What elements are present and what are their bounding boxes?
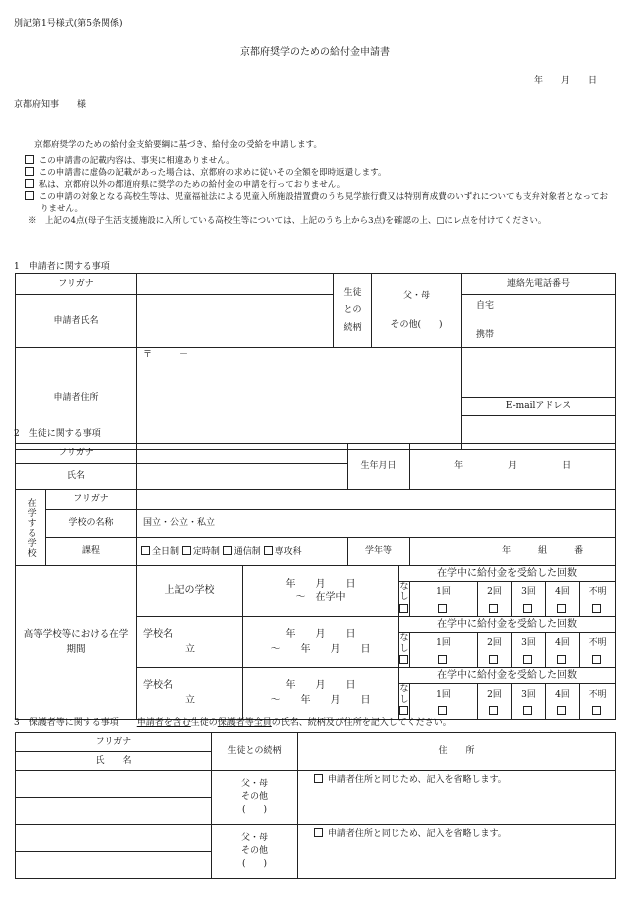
period1-dates[interactable]: 年 月 日 ～ 在学中 — [243, 566, 399, 617]
count-label: 2回 — [478, 684, 512, 705]
section3-heading: 3 保護者等に関する事項 申請者を含む生徒の保護者等全員の氏名、続柄及び住所を記入してください。 — [14, 718, 452, 728]
checkbox[interactable] — [592, 604, 601, 613]
school-furigana-input[interactable] — [137, 490, 616, 510]
checkbox[interactable] — [438, 706, 447, 715]
declaration-item: 私は、京都府以外の都道府県に奨学のための給付金の申請を行っておりません。 — [28, 179, 613, 191]
checkbox[interactable] — [592, 655, 601, 664]
checkbox[interactable] — [489, 706, 498, 715]
checkbox[interactable] — [399, 655, 408, 664]
guardian-address-label: 住 所 — [298, 733, 616, 771]
period-label: 高等学校等における在学期間 — [16, 566, 137, 720]
count-label: なし — [399, 633, 409, 654]
count-label: 1回 — [410, 633, 478, 654]
page-title: 京都府奨学のための給付金申請書 — [240, 47, 390, 58]
guardian-furigana-label: フリガナ — [16, 733, 212, 752]
count-label: 1回 — [410, 684, 478, 705]
guardian1-furigana-input[interactable] — [16, 771, 212, 798]
count-label: 不明 — [580, 582, 616, 603]
guardian2-relation[interactable]: 父・母 その他 ( ) — [212, 825, 298, 879]
count-label: 不明 — [580, 633, 616, 654]
checkbox[interactable] — [25, 155, 34, 164]
checkbox[interactable] — [264, 546, 273, 555]
email-cell[interactable]: E-mailアドレス — [462, 398, 616, 450]
date-line[interactable]: 年 月 日 — [534, 76, 598, 86]
checkbox[interactable] — [399, 706, 408, 715]
school-furigana-label: フリガナ — [46, 490, 137, 510]
checkbox[interactable] — [314, 828, 323, 837]
checkbox[interactable] — [25, 167, 34, 176]
checkbox[interactable] — [489, 604, 498, 613]
period3-dates[interactable]: 年 月 日 ～ 年 月 日 — [243, 668, 399, 719]
count-head: 在学中に給付金を受給した回数 — [399, 617, 616, 633]
phone-field[interactable]: 自宅 携帯 — [462, 295, 616, 348]
checkbox[interactable] — [523, 655, 532, 664]
intro-text: 京都府奨学のための給付金支給要綱に基づき、給付金の受給を申請します。 — [34, 140, 322, 150]
school-group-label: 在学する学校 — [16, 490, 46, 566]
student-table — [15, 443, 616, 720]
addressee: 京都府知事 様 — [14, 100, 87, 110]
phone-spacer — [462, 348, 616, 398]
checkbox[interactable] — [523, 604, 532, 613]
period2-school[interactable]: 学校名 立 — [137, 617, 243, 668]
section2-heading: 2 生徒に関する事項 — [14, 429, 101, 439]
student-name-label: 氏名 — [16, 464, 137, 490]
checkbox[interactable] — [399, 604, 408, 613]
checkbox[interactable] — [141, 546, 150, 555]
checkbox[interactable] — [523, 706, 532, 715]
form-label: 別記第1号様式(第5条関係) — [14, 19, 123, 29]
count-label: 3回 — [512, 582, 546, 603]
period2-dates[interactable]: 年 月 日 ～ 年 月 日 — [243, 617, 399, 668]
checkbox[interactable] — [557, 604, 566, 613]
student-name-input[interactable] — [137, 464, 348, 490]
count-label: なし — [399, 582, 409, 603]
birth-input[interactable]: 年 月 日 — [410, 444, 616, 490]
checkbox[interactable] — [592, 706, 601, 715]
school-name-input[interactable]: 国立・公立・私立 — [137, 510, 616, 538]
checkbox[interactable] — [223, 546, 232, 555]
guardian1-address[interactable]: 申請者住所と同じため、記入を省略します。 — [298, 771, 616, 825]
count-label: 4回 — [546, 684, 580, 705]
guardian-name-label: 氏 名 — [16, 752, 212, 771]
count-label: 3回 — [512, 684, 546, 705]
declaration-item: この申請書の記載内容は、事実に相違ありません。 — [28, 155, 613, 167]
furigana-input[interactable] — [137, 274, 334, 295]
checkbox[interactable] — [182, 546, 191, 555]
checkbox[interactable] — [489, 655, 498, 664]
section1-heading: 1 申請者に関する事項 — [14, 262, 110, 272]
count-label: 2回 — [478, 633, 512, 654]
checkbox[interactable] — [438, 604, 447, 613]
note: ※ 上記の4点(母子生活支援施設に入所している高校生等については、上記のうち上から3点)を確認の上、□にレ点を付けてください。 — [28, 216, 547, 226]
guardian2-furigana-input[interactable] — [16, 825, 212, 852]
period3-school[interactable]: 学校名 立 — [137, 668, 243, 719]
student-furigana-input[interactable] — [137, 444, 348, 464]
birth-label: 生年月日 — [348, 444, 410, 490]
guardian-relation-label: 生徒との続柄 — [212, 733, 298, 771]
furigana-label: フリガナ — [16, 274, 137, 295]
declaration-list — [28, 155, 613, 227]
phone-head: 連絡先電話番号 — [462, 274, 616, 295]
count-label: 1回 — [410, 582, 478, 603]
applicant-address-label: 申請者住所 — [16, 348, 137, 450]
applicant-address-input[interactable]: 〒 － — [137, 348, 462, 450]
course-options[interactable]: 全日制 定時制 通信制 専攻科 — [137, 538, 348, 566]
school-name-label: 学校の名称 — [46, 510, 137, 538]
applicant-name-label: 申請者氏名 — [16, 295, 137, 348]
guardian2-name-input[interactable] — [16, 852, 212, 879]
count-label: 不明 — [580, 684, 616, 705]
guardian1-relation[interactable]: 父・母 その他 ( ) — [212, 771, 298, 825]
guardian2-address[interactable]: 申請者住所と同じため、記入を省略します。 — [298, 825, 616, 879]
grade-label: 学年等 — [348, 538, 410, 566]
applicant-table — [15, 273, 616, 450]
checkbox[interactable] — [438, 655, 447, 664]
checkbox[interactable] — [314, 774, 323, 783]
guardian1-name-input[interactable] — [16, 798, 212, 825]
declaration-item: この申請の対象となる高校生等は、児童福祉法による児童入所施設措置費のうち見学旅行費又は特別育成費のいずれについても支弁対象者となっておりません。 — [28, 191, 613, 215]
grade-input[interactable]: 年 組 番 — [410, 538, 616, 566]
applicant-name-input[interactable] — [137, 295, 334, 348]
relation-options[interactable]: 父・母 その他( ) — [372, 274, 462, 348]
count-label: 4回 — [546, 582, 580, 603]
checkbox[interactable] — [557, 706, 566, 715]
checkbox[interactable] — [25, 191, 34, 200]
guardian-table — [15, 732, 616, 879]
course-label: 課程 — [46, 538, 137, 566]
count-head: 在学中に給付金を受給した回数 — [399, 668, 616, 684]
student-furigana-label: フリガナ — [16, 444, 137, 464]
count-head: 在学中に給付金を受給した回数 — [399, 566, 616, 582]
count-label: 3回 — [512, 633, 546, 654]
relation-label: 生徒 との 続柄 — [334, 274, 372, 348]
count-label: 2回 — [478, 582, 512, 603]
declaration-item: この申請書に虚偽の記載があった場合は、京都府の求めに従いその全額を即時返還します。 — [28, 167, 613, 179]
checkbox[interactable] — [25, 179, 34, 188]
checkbox[interactable] — [557, 655, 566, 664]
count-label: なし — [399, 684, 409, 705]
count-label: 4回 — [546, 633, 580, 654]
period1-school: 上記の学校 — [137, 566, 243, 617]
